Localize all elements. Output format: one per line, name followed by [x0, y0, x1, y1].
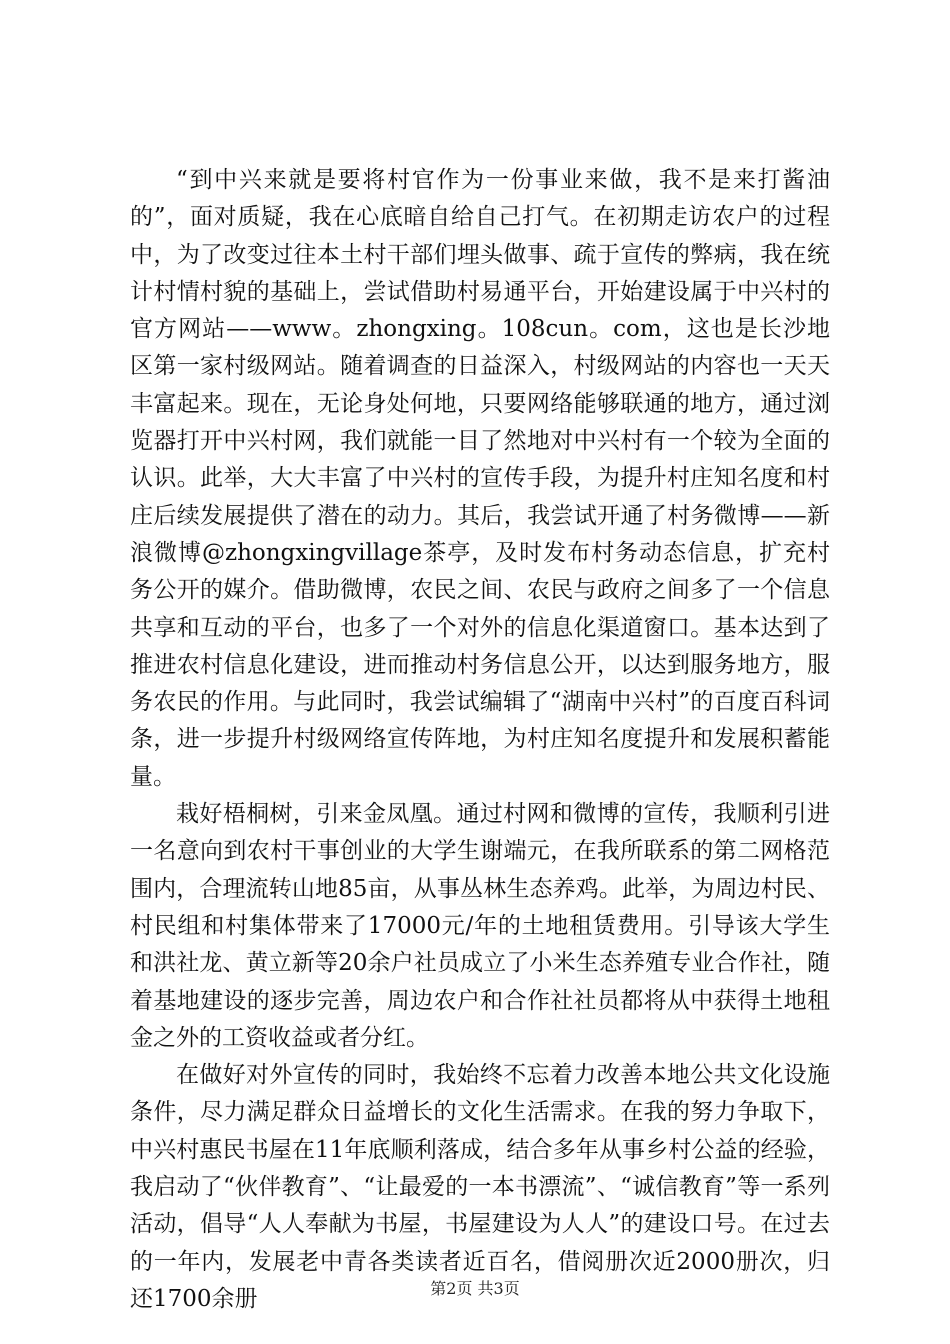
paragraph-2: 栽好梧桐树，引来金凤凰。通过村网和微博的宣传，我顺利引进一名意向到农村干事创业的大学生谢端元，在我所联系的第二网格范围内，合理流转山地85亩，从事丛林生态养鸡。此举，为周边村民、村民组和村集体带来了17000元/年的土地租赁费用。引导该大学生和洪社龙、黄立新等20余户社员成立了小米生态养殖专业合作社，随着基地建设的逐步完善，周边农户和合作社社员都将从中获得土地租金之外的工资收益或者分红。	[130, 801, 830, 1051]
paragraph-3: 在做好对外宣传的同时，我始终不忘着力改善本地公共文化设施条件，尽力满足群众日益增长的文化生活需求。在我的努力争取下，中兴村惠民书屋在11年底顺利落成，结合多年从事乡村公益的经验，我启动了“伙伴教育”、“让最爱的一本书漂流”、“诚信教育”等一系列活动，倡导“人人奉献为书屋，书屋建设为人人”的建设口号。在过去的一年内，发展老中青各类读者近百名，借阅册次近2000册次，归还1700余册	[130, 1062, 830, 1312]
body-text	[130, 162, 830, 1318]
paragraph-1: “到中兴来就是要将村官作为一份事业来做，我不是来打酱油的”，面对质疑，我在心底暗自给自己打气。在初期走访农户的过程中，为了改变过往本土村干部们埋头做事、疏于宣传的弊病，我在统计村情村貌的基础上，尝试借助村易通平台，开始建设属于中兴村的官方网站——www。zhongxing。108cun。com，这也是长沙地区第一家村级网站。随着调查的日益深入，村级网站的内容也一天天丰富起来。现在，无论身处何地，只要网络能够联通的地方，通过浏览器打开中兴村网，我们就能一目了然地对中兴村有一个较为全面的认识。此举，大大丰富了中兴村的宣传手段，为提升村庄知名度和村庄后续发展提供了潜在的动力。其后，我尝试开通了村务微博——新浪微博@zhongxingvillage茶亭，及时发布村务动态信息，扩充村务公开的媒介。借助微博，农民之间、农民与政府之间多了一个信息共享和互动的平台，也多了一个对外的信息化渠道窗口。基本达到了推进农村信息化建设，进而推动村务信息公开，以达到服务地方，服务农民的作用。与此同时，我尝试编辑了“湖南中兴村”的百度百科词条，进一步提升村级网络宣传阵地，为村庄知名度提升和发展积蓄能量。	[130, 167, 830, 790]
page-footer: 第2页 共3页	[430, 1279, 520, 1298]
